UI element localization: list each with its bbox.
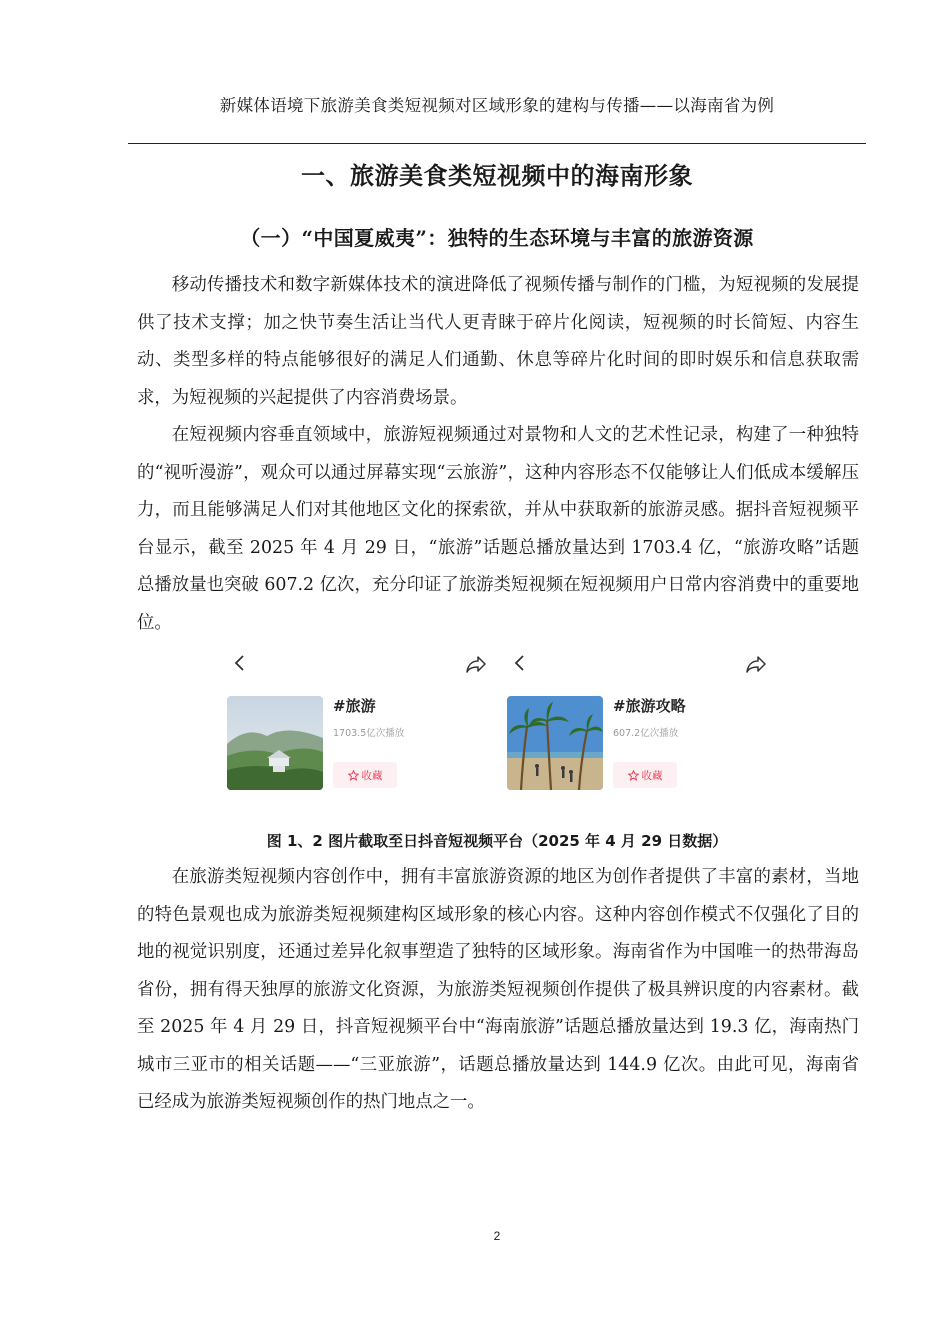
share-icon[interactable] — [465, 654, 487, 674]
collect-label: 收藏 — [641, 769, 663, 782]
header-divider — [128, 143, 866, 144]
collect-button[interactable] — [613, 762, 677, 788]
screenshot-topic-travel — [223, 650, 493, 800]
running-header: 新媒体语境下旅游美食类短视频对区域形象的建构与传播——以海南省为例 — [219, 96, 775, 115]
share-icon[interactable] — [745, 654, 767, 674]
collect-button[interactable] — [333, 762, 397, 788]
star-icon — [628, 770, 639, 781]
collect-label: 收藏 — [361, 769, 383, 782]
star-icon — [348, 770, 359, 781]
paragraph-3: 在旅游类短视频内容创作中，拥有丰富旅游资源的地区为创作者提供了丰富的素材，当地的特色景观也成为旅游类短视频建构区域形象的核心内容。这种内容创作模式不仅强化了目的地的视觉识别度，还通过差异化叙事塑造了独特的区域形象。海南省作为中国唯一的热带海岛省份，拥有得天独厚的旅游文化资源，为旅游类短视频创作提供了极具辨识度的内容素材。截至 2025 年 4 月 29 日，抖音短视频平台中“海南旅游”话题总播放量达到 19.3 亿，海南热门城市三亚市的相关话题——“三亚旅游”，话题总播放量达到 144.9 亿次。由此可见，海南省已经成为旅游类短视频创作的热门地点之一。 — [137, 867, 859, 1112]
paragraph-2: 在短视频内容垂直领域中，旅游短视频通过对景物和人文的艺术性记录，构建了一种独特的“视听漫游”，观众可以通过屏幕实现“云旅游”，这种内容形态不仅能够让人们低成本缓解压力，而且能够满足人们对其他地区文化的探索欲，并从中获取新的旅游灵感。据抖音短视频平台显示，截至 2025 年 4 月 29 日，“旅游”话题总播放量达到 1703.4 亿，“旅游攻略”话题总播放量也突破 607.2 亿次，充分印证了旅游类短视频在短视频用户日常内容消费中的重要地位。 — [137, 425, 859, 633]
back-arrow-icon[interactable] — [511, 654, 529, 672]
play-count: 607.2亿次播放 — [613, 728, 679, 739]
chapter-title: 一、旅游美食类短视频中的海南形象 — [301, 161, 693, 190]
screenshot-topic-travel-guide — [503, 650, 773, 800]
paragraph-1: 移动传播技术和数字新媒体技术的演进降低了视频传播与制作的门槛，为短视频的发展提供了技术支撑；加之快节奏生活让当代人更青睐于碎片化阅读，短视频的时长简短、内容生动、类型多样的特点能够很好的满足人们通勤、休息等碎片化时间的即时娱乐和信息获取需求，为短视频的兴起提供了内容消费场景。 — [137, 275, 859, 408]
figure-screenshots — [223, 650, 783, 800]
topic-title: #旅游攻略 — [613, 697, 686, 715]
back-arrow-icon[interactable] — [231, 654, 249, 672]
section-title: （一）“中国夏威夷”：独特的生态环境与丰富的旅游资源 — [240, 226, 754, 250]
page-number: 2 — [493, 1229, 501, 1243]
play-count: 1703.5亿次播放 — [333, 728, 405, 739]
mountain-landscape-thumbnail[interactable] — [227, 696, 323, 790]
figure-caption: 图 1、2 图片截取至日抖音短视频平台（2025 年 4 月 29 日数据） — [266, 832, 728, 850]
palm-beach-thumbnail[interactable] — [507, 696, 603, 790]
topic-title: #旅游 — [333, 697, 376, 715]
